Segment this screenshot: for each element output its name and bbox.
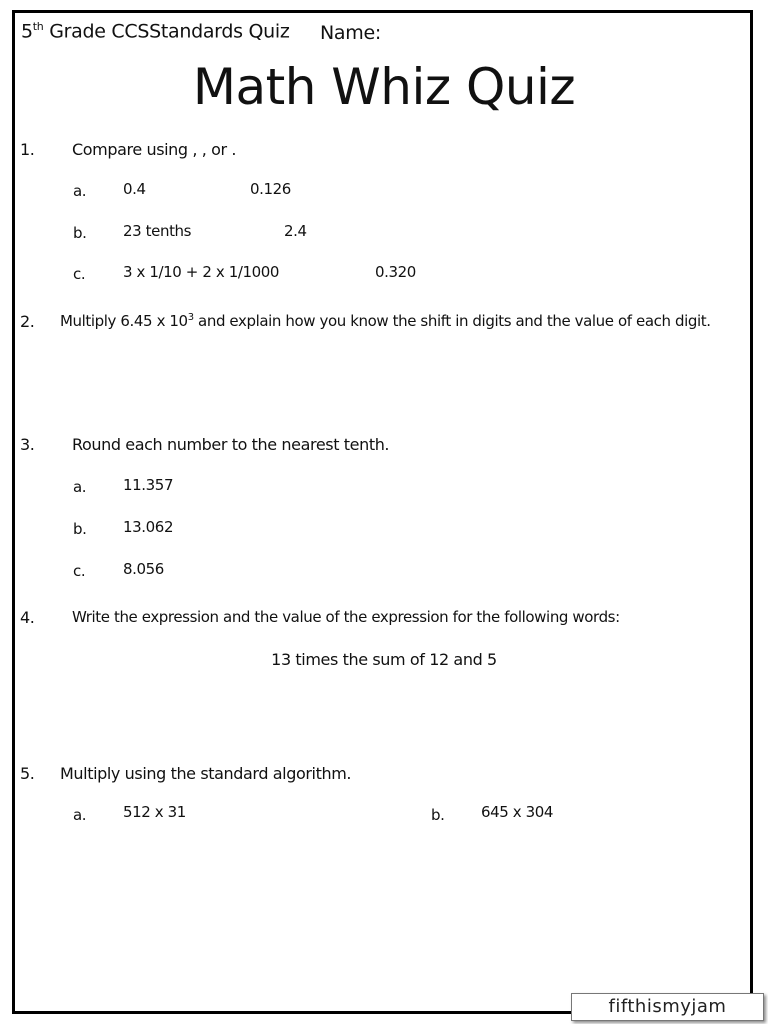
q3-item-a-letter: a.	[73, 478, 87, 496]
q1-item-a-left: 0.4	[123, 180, 146, 198]
q3-item-c-value: 8.056	[123, 560, 164, 578]
question-5-number: 5.	[20, 764, 35, 783]
q1-item-a-right: 0.126	[250, 180, 291, 198]
q5-item-a-letter: a.	[73, 806, 87, 824]
quiz-header	[21, 20, 290, 42]
brand-badge: fifthismyjam	[571, 993, 764, 1021]
question-1-number: 1.	[20, 140, 35, 159]
question-4-text: Write the expression and the value of the expression for the following words:	[72, 608, 620, 626]
question-2-text	[60, 312, 711, 330]
question-2-number: 2.	[20, 312, 35, 331]
q3-item-b-letter: b.	[73, 520, 87, 538]
q2-text-start: Multiply 6.45 x 10	[60, 312, 188, 330]
q1-item-b-right: 2.4	[284, 222, 307, 240]
page-title: Math Whiz Quiz	[192, 58, 576, 116]
q2-text-end: and explain how you know the shift in digits and the value of each digit.	[193, 312, 711, 330]
q1-item-c-letter: c.	[73, 265, 86, 283]
question-5-text: Multiply using the standard algorithm.	[60, 764, 352, 783]
q1-item-b-letter: b.	[73, 224, 87, 242]
q1-item-c-right: 0.320	[375, 263, 416, 281]
question-3-number: 3.	[20, 435, 35, 454]
q5-item-b-letter: b.	[431, 806, 445, 824]
name-label: Name:	[320, 22, 381, 44]
q3-item-a-value: 11.357	[123, 476, 174, 494]
header-title: Grade CCSStandards Quiz	[43, 20, 290, 43]
q3-item-c-letter: c.	[73, 562, 86, 580]
q1-item-c-left: 3 x 1/10 + 2 x 1/1000	[123, 263, 280, 281]
question-1-text: Compare using , , or .	[72, 140, 237, 159]
q1-item-b-left: 23 tenths	[123, 222, 192, 240]
q5-item-b-value: 645 x 304	[481, 803, 554, 821]
page-border	[12, 10, 753, 1014]
q3-item-b-value: 13.062	[123, 518, 174, 536]
grade-number: 5	[21, 20, 33, 43]
q2-exponent: 3	[187, 312, 194, 323]
question-4-number: 4.	[20, 608, 35, 627]
q5-item-a-value: 512 x 31	[123, 803, 186, 821]
question-4-phrase: 13 times the sum of 12 and 5	[271, 650, 497, 669]
q1-item-a-letter: a.	[73, 182, 87, 200]
question-3-text: Round each number to the nearest tenth.	[72, 435, 390, 454]
grade-suffix: th	[32, 20, 44, 33]
